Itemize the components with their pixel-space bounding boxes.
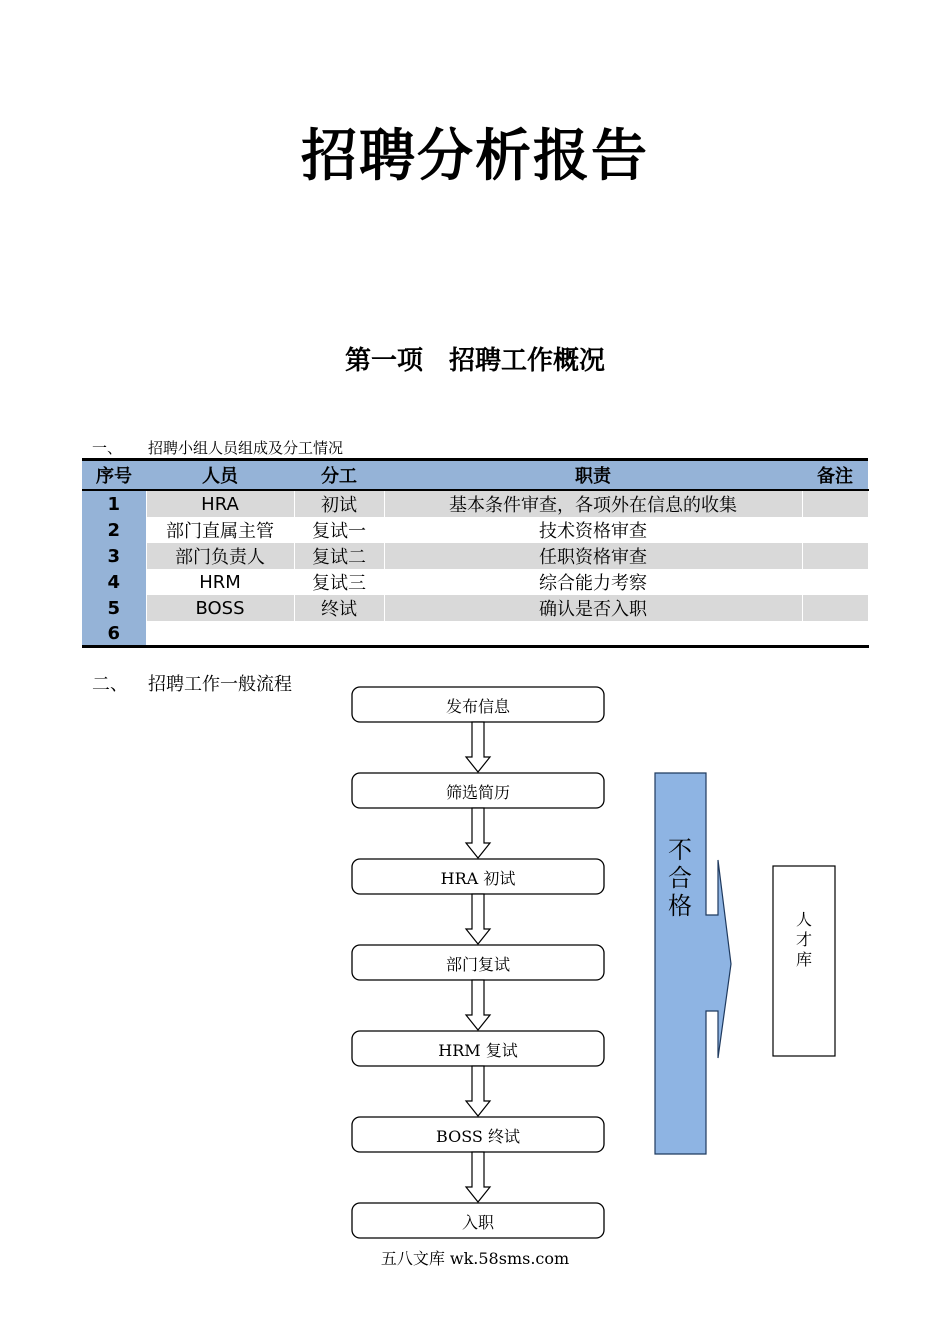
row-person: 部门负责人	[146, 543, 294, 569]
page-title: 招聘分析报告	[301, 124, 649, 189]
down-arrow-icon	[466, 894, 490, 944]
row-index: 1	[82, 490, 146, 517]
header-duty: 职责	[384, 460, 802, 491]
row-index: 6	[82, 621, 146, 647]
row-person: 部门直属主管	[146, 517, 294, 543]
down-arrow-icon	[466, 722, 490, 772]
talent-pool-label	[774, 910, 834, 970]
row-duty: 基本条件审查，各项外在信息的收集	[384, 490, 802, 517]
talent-pool-char: 才	[795, 930, 812, 949]
row-duty: 任职资格审查	[384, 543, 802, 569]
section-prefix: 第一项	[344, 346, 423, 376]
flow-step-label: HRM 复试	[438, 1041, 518, 1060]
subheading-number: 二、	[92, 674, 128, 695]
reject-label-char: 格	[668, 892, 692, 920]
row-person: HRM	[146, 569, 294, 595]
row-role: 复试二	[294, 543, 384, 569]
reject-arrow-shape	[655, 773, 731, 1154]
reject-label-char: 不	[668, 836, 692, 864]
subheading-text: 招聘工作一般流程	[148, 674, 292, 695]
reject-label-char: 合	[668, 864, 692, 892]
down-arrow-icon	[466, 1152, 490, 1202]
row-duty: 技术资格审查	[384, 517, 802, 543]
subheading-number: 一、	[92, 439, 123, 457]
row-index: 5	[82, 595, 146, 621]
row-index: 3	[82, 543, 146, 569]
flow-step-label: HRA 初试	[440, 869, 516, 888]
row-index: 4	[82, 569, 146, 595]
header-index: 序号	[82, 460, 146, 491]
row-role: 复试一	[294, 517, 384, 543]
talent-pool-char: 库	[795, 950, 812, 969]
row-duty: 综合能力考察	[384, 569, 802, 595]
reject-label	[660, 836, 700, 920]
down-arrow-icon	[466, 808, 490, 858]
flow-step-label: 筛选简历	[445, 783, 510, 802]
flow-step-label: 发布信息	[445, 697, 510, 716]
footer-watermark: 五八文库 wk.58sms.com	[380, 1249, 570, 1268]
flow-step-label: 部门复试	[445, 955, 510, 974]
flow-step-label: 入职	[461, 1213, 494, 1232]
row-role: 终试	[294, 595, 384, 621]
row-role: 复试三	[294, 569, 384, 595]
row-duty: 确认是否入职	[384, 595, 802, 621]
row-index: 2	[82, 517, 146, 543]
talent-pool-char: 人	[795, 910, 812, 929]
section-name: 招聘工作概况	[449, 346, 606, 376]
row-person: BOSS	[146, 595, 294, 621]
subheading-text: 招聘小组人员组成及分工情况	[148, 439, 344, 457]
header-person: 人员	[146, 460, 294, 491]
flow-step-label: BOSS 终试	[436, 1127, 520, 1146]
row-role: 初试	[294, 490, 384, 517]
row-person: HRA	[146, 490, 294, 517]
down-arrow-icon	[466, 1066, 490, 1116]
header-role: 分工	[294, 460, 384, 491]
down-arrow-icon	[466, 980, 490, 1030]
header-note: 备注	[802, 460, 868, 491]
